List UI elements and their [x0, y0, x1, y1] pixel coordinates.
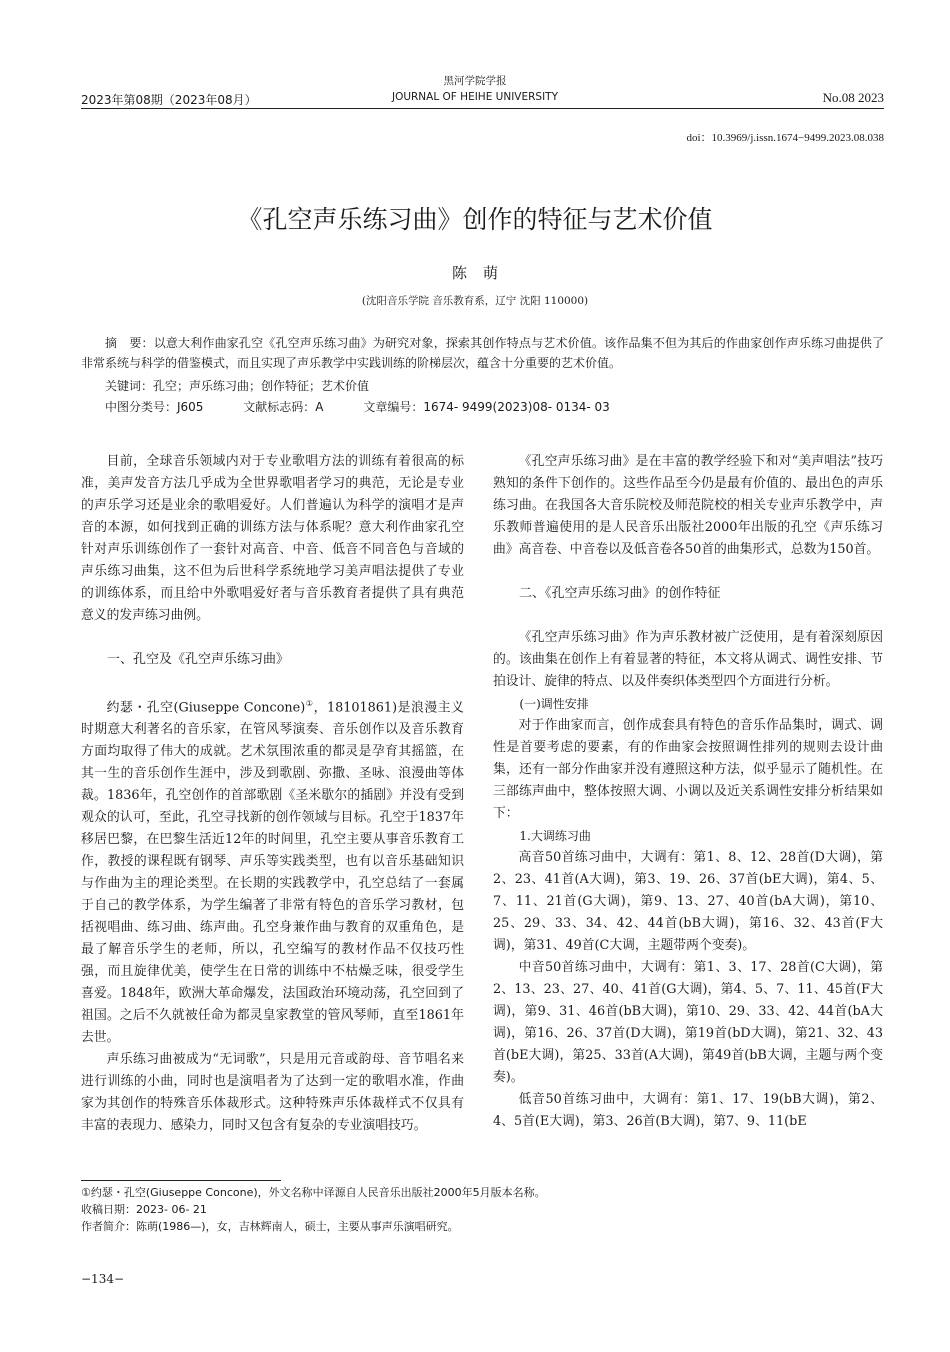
- clc-number: 中图分类号：J605: [105, 400, 204, 414]
- journal-name-en: JOURNAL OF HEIHE UNIVERSITY: [391, 91, 559, 103]
- article-number: 文章编号：1674- 9499(2023)08- 0134- 03: [363, 400, 610, 414]
- header-number: No.08 2023: [822, 90, 884, 105]
- received-date: 收稿日期：2023- 06- 21: [81, 1203, 207, 1216]
- doi: doi：10.3969/j.issn.1674−9499.2023.08.038: [686, 132, 884, 144]
- affiliation: (沈阳音乐学院 音乐教育系，辽宁 沈阳 110000): [361, 295, 589, 307]
- right-column: [493, 451, 883, 1133]
- abstract: 摘 要：以意大利作曲家孔空《孔空声乐练习曲》为研究对象，探索其创作特点与艺术价值。该作品集不但为其后的作曲家创作声乐练习曲提供了非常系统与科学的借鉴模式，而且实现了声乐教学中实践训练的阶梯层次，蕴含十分重要的艺术价值。: [81, 336, 884, 370]
- footnote-marker: ①: [305, 699, 314, 708]
- journal-name-cn: 黑河学院学报: [443, 75, 507, 87]
- paragraph: 声乐练习曲被成为“无词歌”，只是用元音或韵母、音节唱名来进行训练的小曲，同时也是演唱者为了达到一定的歌唱水准，作曲家为其创作的特殊音乐体裁形式。这种特殊声乐体裁样式不仅具有丰富的表现力、感染力，同时又包含有复杂的专业演唱技巧。: [81, 1052, 464, 1134]
- paragraph: [81, 693, 464, 1049]
- paragraph: 中音50首练习曲中，大调有：第1、3、17、28首(C大调)，第2、13、23、27、40、41首(G大调)，第4、5、7、11、45首(F大调)，第9、31、46首(bB大调)，第10、29、33、42、44首(bA大调)，第16、26、37首(D大调)，第19首(bD大调)，第21、32、43首(bE大调)，第25、33首(A大调)，第49首(bB大调，主题与两个变奏)。: [493, 960, 883, 1085]
- subsection-heading: (一)调性安排: [519, 697, 589, 711]
- paragraph: 对于作曲家而言，创作成套具有特色的音乐作品集时，调式、调性是首要考虑的要素，有的作曲家会按照调性排列的规则去设计曲集，还有一部分作曲家并没有遵照这种方法，似乎显示了随机性。在三部练声曲中，整体按照大调、小调以及近关系调性安排分析结果如下：: [493, 718, 883, 821]
- header-journal: [300, 73, 650, 105]
- footnote-1: ①约瑟・孔空(Giuseppe Concone)，外文名称中译源自人民音乐出版社2000年5月版本名称。: [81, 1186, 546, 1199]
- paragraph: 《孔空声乐练习曲》作为声乐教材被广泛使用，是有着深刻原因的。该曲集在创作上有着显著的特征，本文将从调式、调性安排、节拍设计、旋律的特点、以及伴奏织体类型四个方面进行分析。: [493, 630, 883, 689]
- page-number: −134−: [81, 1272, 125, 1286]
- document-code: 文献标志码：A: [243, 400, 324, 414]
- classification-line: [81, 398, 884, 418]
- footnote-divider: [81, 1180, 281, 1181]
- paragraph: 高音50首练习曲中，大调有：第1、8、12、28首(D大调)，第2、23、41首(A大调)，第3、19、26、37首(bE大调)，第4、5、7、11、21首(G大调)，第9、13、27、40首(bA大调)，第10、25、29、33、34、42、44首(bB大调)，第16、32、43首(F大调)，第31、49首(C大调，主题带两个变奏)。: [493, 850, 883, 953]
- author: 陈萌: [451, 264, 514, 282]
- paragraph-start: 约瑟・孔空(Giuseppe Concone): [106, 700, 306, 716]
- section-heading: 二、《孔空声乐练习曲》的创作特征: [519, 586, 721, 601]
- subsection-heading: 1.大调练习曲: [519, 829, 591, 843]
- article-title: 《孔空声乐练习曲》创作的特征与艺术价值: [237, 205, 713, 234]
- section-heading: 一、孔空及《孔空声乐练习曲》: [107, 652, 290, 667]
- header-issue: 2023年第08期（2023年08月）: [81, 93, 257, 107]
- keywords: 关键词：孔空；声乐练习曲；创作特征；艺术价值: [105, 379, 370, 393]
- header-divider: [81, 108, 884, 109]
- paragraph: 目前，全球音乐领域内对于专业歌唱方法的训练有着很高的标准，美声发音方法几乎成为全世界歌唱者学习的典范，无论是专业的声乐学习还是业余的歌唱爱好。人们普遍认为科学的演唱才是声音的本源，如何找到正确的训练方法与体系呢？意大利作曲家孔空针对声乐训练创作了一套针对高音、中音、低音不同音色与音域的声乐练习曲集，这不但为后世科学系统地学习美声唱法提供了专业的训练体系，而且给中外歌唱爱好者与音乐教育者提供了具有典范意义的发声练习曲例。: [81, 454, 464, 623]
- footnotes: [81, 1184, 546, 1235]
- paragraph-rest: ，18101861)是浪漫主义时期意大利著名的音乐家，在管风琴演奏、音乐创作以及音乐教育方面均取得了伟大的成就。艺术氛围浓重的都灵是孕育其摇篮，在其一生的音乐创作生涯中，涉及到歌剧、弥撒、圣咏、浪漫曲等体裁。1836年，孔空创作的首部歌剧《圣米歇尔的插剧》并没有受到观众的认可，至此，孔空寻找新的创作领域与目标。孔空于1837年移居巴黎，在巴黎生活近12年的时间里，孔空主要从事音乐教育工作，教授的课程既有钢琴、声乐等实践类型，也有以音乐基础知识与作曲为主的理论类型。在长期的实践教学中，孔空总结了一套属于自己的教学体系，为学生编著了非常有特色的音乐学习教材，包括视唱曲、练习曲、练声曲。孔空身兼作曲与教育的双重角色，是最了解音乐学生的老师，所以，孔空编写的教材作品不仅技巧性强，而且旋律优美，使学生在日常的训练中不枯燥乏味，很受学生喜爱。1848年，欧洲大革命爆发，法国政治环境动荡，孔空回到了祖国。之后不久就被任命为都灵皇家教堂的管风琴师，直至1861年去世。: [81, 700, 464, 1046]
- paragraph: 《孔空声乐练习曲》是在丰富的教学经验下和对“美声唱法”技巧熟知的条件下创作的。这些作品至今仍是最有价值的、最出色的声乐练习曲。在我国各大音乐院校及师范院校的相关专业声乐教学中，声乐教师普遍使用的是人民音乐出版社2000年出版的孔空《声乐练习曲》高音卷、中音卷以及低音卷各50首的曲集形式，总数为150首。: [493, 454, 883, 557]
- paragraph: 低音50首练习曲中，大调有：第1、17、19(bB大调)，第2、4、5首(E大调)，第3、26首(B大调)，第7、9、11(bE: [493, 1092, 883, 1129]
- left-column: [81, 451, 464, 1137]
- author-bio: 作者简介：陈萌(1986—)，女，吉林辉南人，硕士，主要从事声乐演唱研究。: [81, 1220, 459, 1233]
